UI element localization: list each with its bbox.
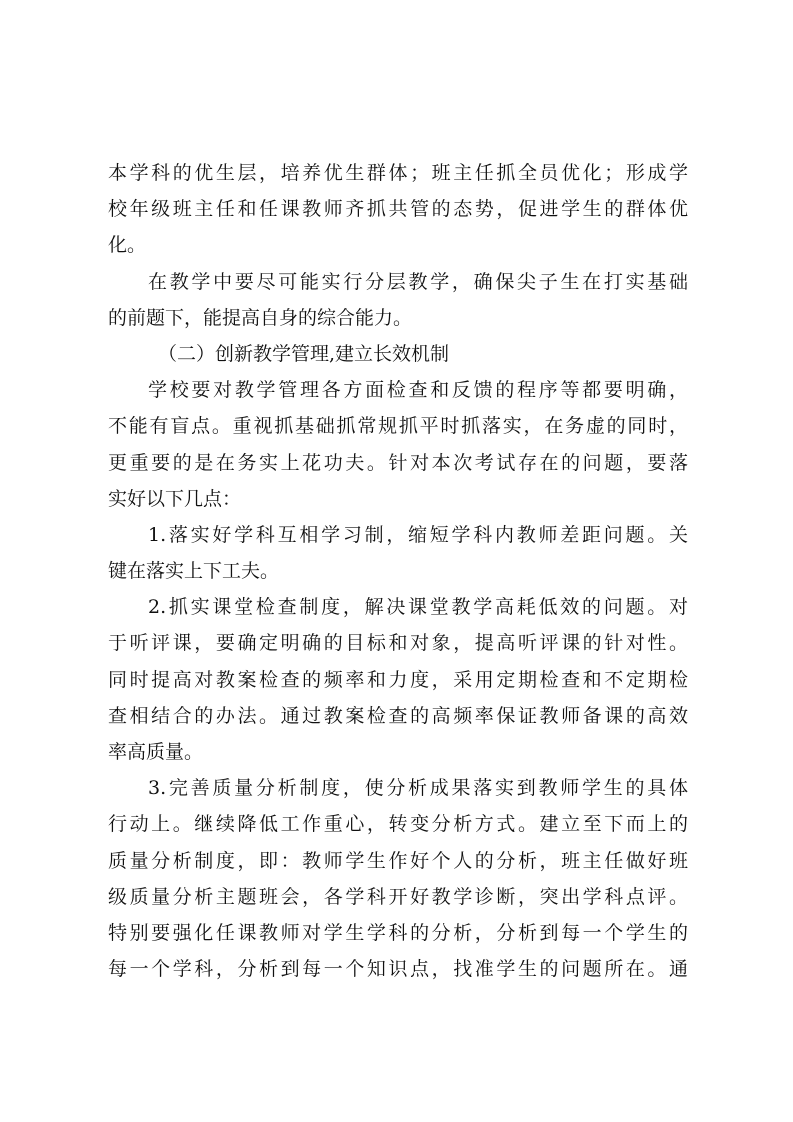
paragraph-first-line: 学校要对教学管理各方面检查和反馈的程序等都要明确， (148, 379, 688, 402)
text-line: 实好以下几点： (108, 487, 242, 510)
text-line: 于听评课，要确定明确的目标和对象，提高听评课的针对性。 (108, 632, 688, 655)
text-line: 质量分析制度，即：教师学生作好个人的分析，班主任做好班 (108, 849, 688, 872)
text-line: 每一个学科，分析到每一个知识点，找准学生的问题所在。通 (108, 958, 688, 981)
text-line: 的前题下，能提高自身的综合能力。 (108, 306, 413, 329)
text-line: 本学科的优生层，培养优生群体；班主任抓全员优化；形成学 (108, 162, 688, 184)
text-line: 率高质量。 (108, 741, 204, 763)
text-line: 特别要强化任课教师对学生学科的分析，分析到每一个学生的 (108, 921, 688, 944)
text-line: 查相结合的办法。通过教案检查的高频率保证教师备课的高效 (108, 704, 688, 727)
text-line: 不能有盲点。重视抓基础抓常规抓平时抓落实，在务虚的同时， (108, 415, 688, 438)
list-item-2-first-line: 2.抓实课堂检查制度，解决课堂教学高耗低效的问题。对 (148, 596, 688, 619)
section-heading: （二）创新教学管理,建立长效机制 (158, 342, 450, 365)
text-line: 级质量分析主题班会，各学科开好教学诊断，突出学科点评。 (108, 885, 688, 908)
text-line: 行动上。继续降低工作重心，转变分析方式。建立至下而上的 (108, 813, 688, 836)
document-body (108, 155, 688, 987)
text-line: 校年级班主任和任课教师齐抓共管的态势，促进学生的群体优 (108, 198, 688, 221)
list-item-1-first-line: 1.落实好学科互相学习制，缩短学科内教师差距问题。关 (148, 523, 688, 546)
text-line: 化。 (108, 234, 147, 257)
text-line: 键在落实上下工夫。 (108, 560, 280, 583)
text-line: 同时提高对教案检查的频率和力度，采用定期检查和不定期检 (108, 668, 688, 691)
paragraph-first-line: 在教学中要尽可能实行分层教学，确保尖子生在打实基础 (148, 270, 688, 293)
list-item-3-first-line: 3.完善质量分析制度，使分析成果落实到教师学生的具体 (148, 777, 688, 800)
text-line: 更重要的是在务实上花功夫。针对本次考试存在的问题，要落 (108, 451, 688, 474)
